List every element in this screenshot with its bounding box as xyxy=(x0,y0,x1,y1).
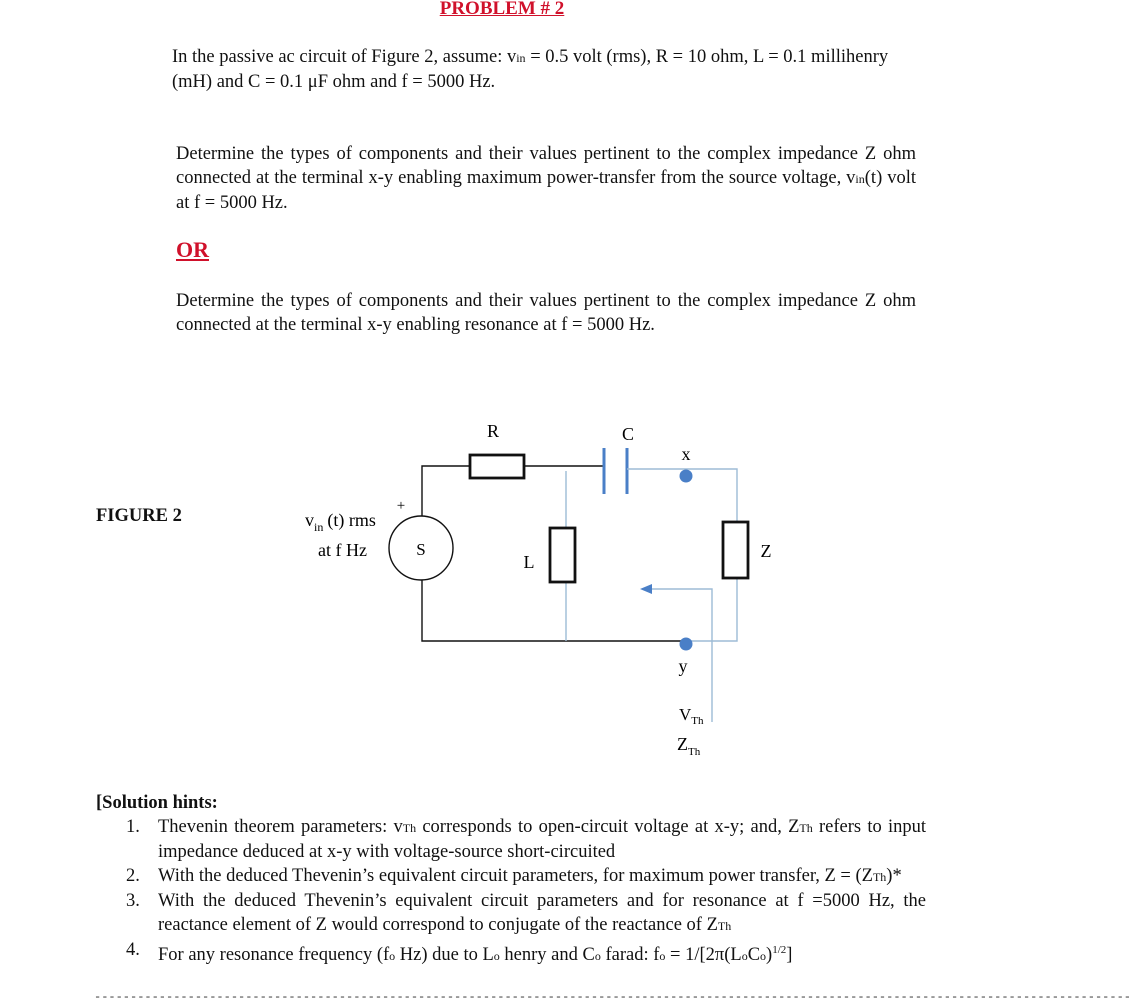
or-label: OR xyxy=(176,237,209,262)
label-z: Z xyxy=(760,541,772,561)
source-frequency: at f Hz xyxy=(318,540,367,560)
question-resonance: Determine the types of components and their values pertinent to the complex impedance Z ohm connected at the terminal x-y enabling resonance at f = 5000 Hz. xyxy=(176,291,916,335)
hint-item-4: 4. For any resonance frequency (fo Hz) due to Lo henry and Co farad: fo = 1/[2π(LoCo)$^{1/2}$] xyxy=(126,940,793,966)
label-l: L xyxy=(523,552,535,572)
terminal-y xyxy=(680,638,693,651)
source-label: $v_{in}$ (t) rms xyxy=(305,510,376,534)
terminal-x xyxy=(680,470,693,483)
hint-list xyxy=(96,815,926,968)
solution-hints xyxy=(96,791,926,968)
impedance-z xyxy=(723,522,748,578)
hints-title: [Solution hints: xyxy=(96,793,218,813)
label-zth: $Z_{Th}$ xyxy=(677,734,701,758)
label-vth: $V_{Th}$ xyxy=(679,705,704,727)
hint-item-3: 3. With the deduced Thevenin’s equivalent circuit parameters and for resonance at f =5000 Hz, the reactance element of Z would correspond to conjugate of the reactance of ZTh xyxy=(126,891,926,935)
problem-intro: In the passive ac circuit of Figure 2, assume: vin = 0.5 volt (rms), R = 10 ohm, L = 0.1 millihenry (mH) and C = 0.1 μF ohm and f = 5000 Hz. xyxy=(172,47,889,92)
hint-item-2: 2. With the deduced Thevenin’s equivalent circuit parameters, for maximum power transfer, Z = (ZTh)* xyxy=(126,866,902,886)
inductor-l xyxy=(550,528,575,582)
source-symbol: S xyxy=(416,540,426,559)
problem-title: PROBLEM # 2 xyxy=(439,0,565,19)
separator-line: ------------------------------------------------------------------------------------------------------------------------------------------------ xyxy=(94,990,1131,1004)
wire-x-to-z xyxy=(686,469,737,522)
figure-label: FIGURE 2 xyxy=(96,506,182,526)
vth-arrow-head xyxy=(640,584,652,594)
label-c: C xyxy=(621,424,635,444)
resistor-r xyxy=(470,455,524,478)
source-plus: + xyxy=(396,498,406,514)
wire-left-bottom xyxy=(422,565,683,641)
label-y: y xyxy=(678,656,688,676)
label-x: x xyxy=(681,444,691,464)
question-max-power: Determine the types of components and their values pertinent to the complex impedance Z ohm connected at the terminal x-y enabling maximum power-transfer from the source voltage, vin(t) volt at f = 5000 Hz. xyxy=(176,144,916,213)
label-r: R xyxy=(486,421,500,441)
hint-item-1: 1. Thevenin theorem parameters: vTh corresponds to open-circuit voltage at x-y; and, ZTh refers to input impedance deduced at x-y with voltage-source short-circuited xyxy=(126,817,926,862)
